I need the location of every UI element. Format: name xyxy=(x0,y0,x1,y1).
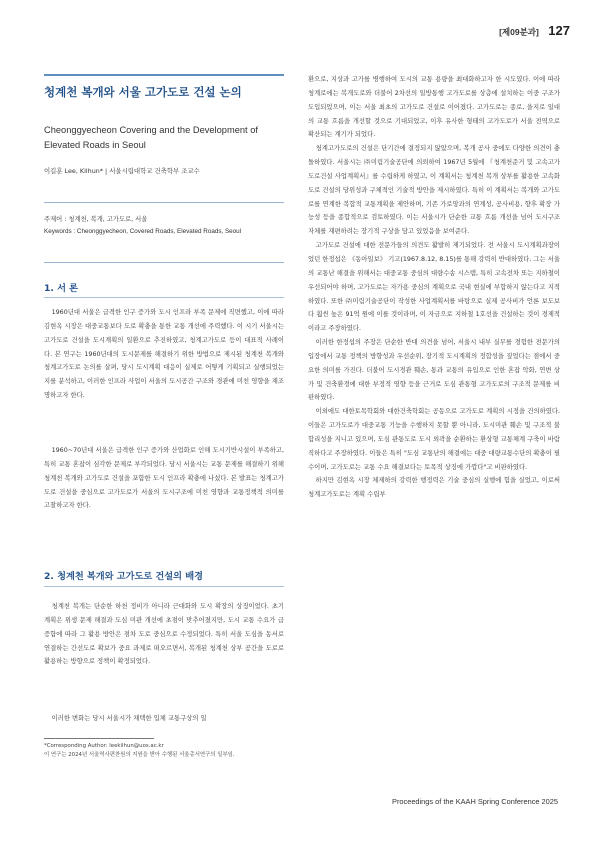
right-paragraph: 이외에도 대한토목학회와 대한건축학회는 공동으로 고가도로 계획의 시정을 건의하였다. 이들은 고가도로가 대중교통 기능을 수행하지 못할 뿐 아니라, 도시미관 훼손 및 구조적 불합리성을 지니고 있으며, 도심 관통도로 도시 외곽을 순환하는 환상형 교통체계 구축이 바람직하다고 주장하였다. 이들은 특히 "도심 교통난의 해결에는 대중 대량교통수단의 확충이 필수이며, 고가도로는 교통 수요 해결보다는 토목적 상징에 가깝다"고 비판하였다. xyxy=(308,408,560,471)
article-title-en: Cheonggyecheon Covering and the Development of Elevated Roads in Seoul xyxy=(44,125,258,150)
author-line: 이길훈 Lee, Kilhun* | 서울시립대학교 건축학부 조교수 xyxy=(44,167,200,175)
section-1-heading: 1. 서 론 xyxy=(44,283,79,294)
page-number: 127 xyxy=(548,23,570,38)
keywords-bottom-rule xyxy=(44,262,284,263)
page-footer: Proceedings of the KAAH Spring Conference 2025 xyxy=(392,797,558,806)
footnote-rule xyxy=(44,738,154,739)
title-rule xyxy=(44,74,284,76)
keywords-ko: 주제어 : 청계천, 복개, 고가도로, 서울 xyxy=(44,216,148,223)
running-header xyxy=(499,22,570,40)
keywords-top-rule xyxy=(44,202,284,203)
footnote-funding: 이 연구는 2024년 서울역사편찬원의 지원을 받아 수행된 서울총서연구의 일부임. xyxy=(44,752,235,758)
right-paragraph: 청계고가도로의 건설은 단기간에 결정되지 않았으며, 복개 공사 중에도 다양한 의견이 충돌하였다. 서울시는 ㈜미림기술공단에 의뢰하여 1967년 5월에 『청계천준거 및 고속고가도로건설 사업계획서』를 수립하게 하였고, 이 계획서는 청계천 복개 상부를 활용한 고속화도로 건설의 당위성과 구체적인 기술적 방안을 제시하였다. 특히 이 계획서는 복개와 고가도로를 연계한 복합적 교통계획을 제안하며, 기존 가로망과의 연계성, 공사비용, 향후 확장 가능성 등을 종합적으로 검토하였다. 이는 서울시가 단순한 교통 흐름 개선을 넘어 도시구조 자체를 재편하려는 장기적 구상을 담고 있었음을 보여준다. xyxy=(308,145,560,236)
keywords-block xyxy=(44,214,284,238)
right-column xyxy=(308,73,560,502)
section-2-paragraph-1: 청계천 복개는 단순한 하천 정비가 아니라 근대화와 도시 확장의 상징이었다. 초기 계획은 위생 문제 해결과 도심 미관 개선에 초점이 맞추어졌지만, 도시 교통 수요가 급증함에 따라 그 활용 방안은 점차 도로 중심으로 수정되었다. 특히 서울 도심을 동서로 연결하는 간선도로 확보가 중요 과제로 떠오르면서, 복개된 청계천 상부 공간을 도로로 활용하는 방향으로 정책이 확정되었다. xyxy=(44,603,284,666)
footnote xyxy=(44,742,284,760)
right-paragraph: 고가도로 건설에 대한 전문가들의 의견도 활발히 제기되었다. 전 서울시 도시계획과장이었던 한정섭은 《동아일보》 기고(1967.8.12, 8.15)를 통해 강력히 반대하였다. 그는 서울의 교통난 해결을 위해서는 대중교통 중심의 대량수송 시스템, 특히 고속전차 또는 지하철이 우선되어야 하며, 고가도로는 자가용 중심의 계획으로 국내 현실에 부합하지 않는다고 지적하였다. 또한 ㈜미림기술공단이 작성한 사업계획서를 바탕으로 실제 공사비가 언론 보도보다 훨씬 높은 91억 원에 이를 것이라며, 이 자금으로 지하철 1호선을 건설하는 것이 경제적이라고 주장하였다. xyxy=(308,242,560,333)
keywords-en: Keywords : Cheonggyecheon, Covered Roads, Elevated Roads, Seoul xyxy=(44,227,242,235)
right-paragraph: 이러한 한정섭의 주장은 단순한 반대 의견을 넘어, 서울시 내부 실무를 경험한 전문가의 입장에서 교통 정책의 방향성과 우선순위, 장기적 도시계획의 정합성을 짚었다는 점에서 중요한 의미를 가진다. 더불어 도시경관 훼손, 통과 교통의 유입으로 인한 혼잡 악화, 연변 상가 및 건축환경에 대한 부정적 영향 등을 근거로 도심 관통형 고가도로의 구조적 문제를 비판하였다. xyxy=(308,339,560,402)
section-1-paragraph-1: 1960년대 서울은 급격한 인구 증가와 도시 인프라 부족 문제에 직면했고, 이에 따라 김현옥 시장은 대중교통보다 도로 확충을 통한 교통 개선에 주력했다. 이 시기 서울시는 고가도로 건설을 도시계획의 일환으로 추진하였고, 청계고가도로 등이 대표적 사례이다. 본 연구는 1960년대의 도시문제를 해결하기 위한 방법으로 제시된 청계천 복개와 청계고가도로 논의를 살펴, 당시 도시계획 대응이 실제로 어떻게 기획되고 실행되었는지를 분석하고, 이러한 인프라 사업이 서울의 도시공간 구조와 경관에 미친 영향을 재조명하고자 한다. xyxy=(44,309,284,400)
right-paragraph: 환으로, 지상과 고가를 병행하여 도시의 교통 용량을 최대화하고자 한 시도였다. 이에 따라 청계로에는 복개도로와 더불어 2차선의 일방통행 고가도로를 상층에 설치하는 이중 구조가 도입되었으며, 이는 서울 최초의 고가도로 건설로 이어졌다. 고가도로는 종로, 을지로 일대의 교통 흐름을 개선할 것으로 기대되었고, 이후 유사한 형태의 고가도로가 서울 전역으로 확산되는 계기가 되었다. xyxy=(308,76,560,139)
section-label: [제09분과] xyxy=(499,27,539,37)
section-1-paragraph-2: 1960~70년대 서울은 급격한 인구 증가와 산업화로 인해 도시기반시설이 부족하고, 특히 교통 혼잡이 심각한 문제로 부각되었다. 당시 서울시는 교통 문제를 해결하기 위해 청계천 복개와 고가도로 건설을 포함한 도시 인프라 확충에 나섰다. 본 발표는 청계고가도로 건설을 중심으로 고가도로가 서울의 도시구조에 미친 영향과 교통정책적 의미를 고찰하고자 한다. xyxy=(44,447,284,510)
footnote-author: *Corresponding Author: leekilhun@uos.ac.kr xyxy=(44,743,164,749)
right-paragraph: 하지만 김현옥 시장 체제하의 강력한 행정력은 기술 중심의 실행에 힘을 실었고, 이로써 청계고가도로는 계획 수립부 xyxy=(308,477,560,499)
section-1-rule xyxy=(44,297,284,298)
section-2-rule xyxy=(44,586,284,587)
article-title: 청계천 복개와 서울 고가도로 건설 논의 xyxy=(44,85,242,99)
section-2-heading: 2. 청계천 복개와 고가도로 건설의 배경 xyxy=(44,571,204,582)
section-2-paragraph-2: 이러한 변화는 당시 서울시가 채택한 입체 교통구상의 일 xyxy=(51,715,207,722)
